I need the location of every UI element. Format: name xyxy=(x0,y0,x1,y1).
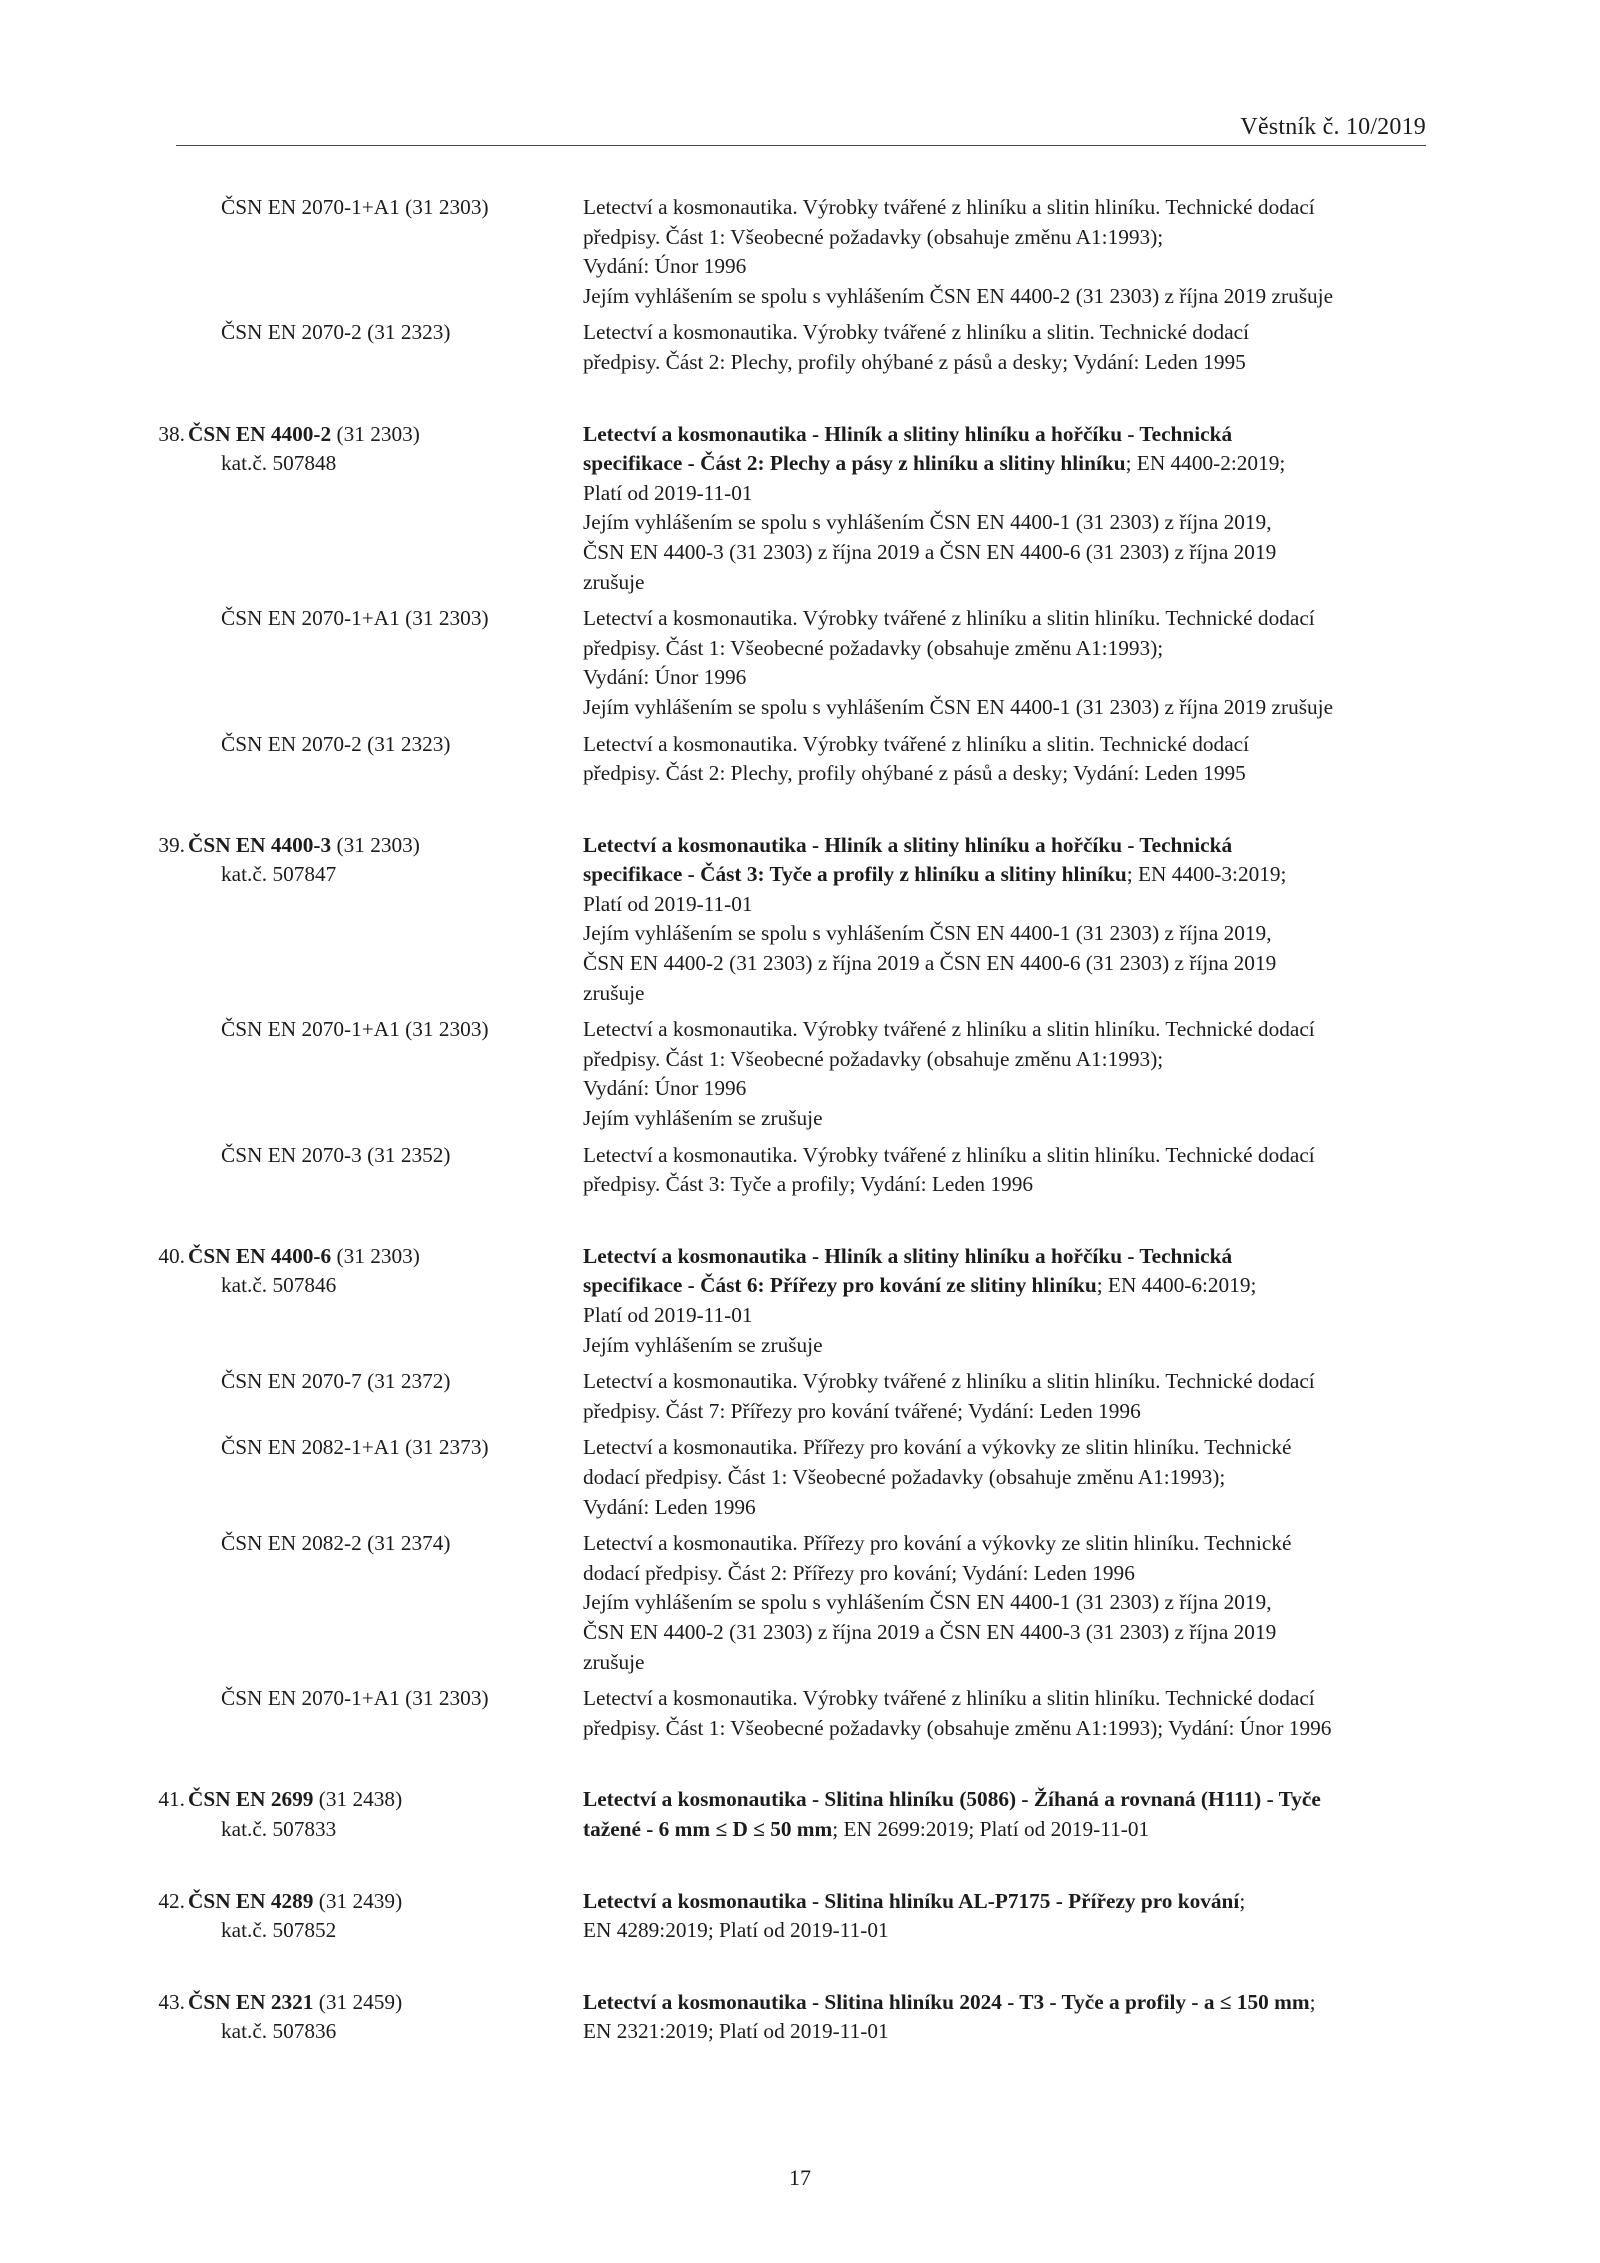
description-line: Letectví a kosmonautika. Výrobky tvářené z hliníku a slitin. Technické dodací xyxy=(583,320,1250,345)
standard-title: specifikace - Část 3: Tyče a profily z hliníku a slitiny hliníku xyxy=(583,862,1127,887)
withdrawn-code-text: ČSN EN 2070-1+A1 (31 2303) xyxy=(221,606,489,631)
standard-code: ČSN EN 4400-2 xyxy=(188,421,332,446)
description-line: Vydání: Únor 1996 xyxy=(583,1076,747,1101)
description-line: ČSN EN 4400-2 (31 2303) z října 2019 a ČSN EN 4400-3 (31 2303) z října 2019 xyxy=(583,1619,1277,1644)
standard-entry xyxy=(0,1785,1600,1844)
description-line: Jejím vyhlášením se zrušuje xyxy=(583,1332,823,1357)
description-line: Vydání: Únor 1996 xyxy=(583,254,747,279)
description-line: Letectví a kosmonautika. Výrobky tvářené z hliníku a slitin hliníku. Technické dodací xyxy=(583,1142,1315,1167)
description-line: Letectví a kosmonautika. Výrobky tvářené z hliníku a slitin hliníku. Technické dodací xyxy=(583,195,1315,219)
withdrawn-code-text: ČSN EN 2070-7 (31 2372) xyxy=(221,1369,451,1394)
withdrawn-code xyxy=(0,1433,583,1522)
entry-number: 42. xyxy=(158,1888,185,1913)
description-line: předpisy. Část 1: Všeobecné požadavky (obsahuje změnu A1:1993); xyxy=(583,1046,1164,1071)
description-line: předpisy. Část 1: Všeobecné požadavky (obsahuje změnu A1:1993); xyxy=(583,635,1164,660)
withdrawn-standard xyxy=(0,1684,1600,1743)
withdrawn-standard xyxy=(0,318,1600,377)
description-line: Jejím vyhlášením se spolu s vyhlášením ČSN EN 4400-2 (31 2303) z října 2019 zrušuje xyxy=(583,283,1334,308)
withdrawn-description xyxy=(583,604,1443,722)
standard-header xyxy=(0,1242,1600,1360)
description-line: Letectví a kosmonautika. Výrobky tvářené z hliníku a slitin. Technické dodací xyxy=(583,731,1250,756)
standard-title: specifikace - Část 2: Plechy a pásy z hliníku a slitiny hliníku xyxy=(583,451,1126,476)
description-line: Platí od 2019-11-01 xyxy=(583,1303,753,1327)
standard-id xyxy=(0,420,583,598)
standard-code: ČSN EN 4400-3 xyxy=(188,832,332,857)
catalog-number: kat.č. 507846 xyxy=(221,1273,337,1298)
description-line: Letectví a kosmonautika. Výrobky tvářené z hliníku a slitin hliníku. Technické dodací xyxy=(583,1686,1315,1711)
standard-description xyxy=(583,1988,1443,2047)
entry-number: 41. xyxy=(158,1787,185,1812)
standard-header xyxy=(0,1887,1600,1946)
standard-title: Letectví a kosmonautika - Slitina hliníku 2024 - T3 - Tyče a profily - a ≤ 150 mm xyxy=(583,1989,1310,2014)
withdrawn-standard xyxy=(0,193,1600,311)
standard-title-line xyxy=(583,1988,1443,2018)
classification-code: (31 2303) xyxy=(331,832,420,857)
withdrawn-description xyxy=(583,1433,1443,1522)
classification-code: (31 2303) xyxy=(331,421,420,446)
withdrawn-description xyxy=(583,1367,1443,1426)
standard-header xyxy=(0,831,1600,1009)
standard-title: tažené - 6 mm ≤ D ≤ 50 mm xyxy=(583,1816,833,1841)
catalog-number: kat.č. 507836 xyxy=(221,2019,337,2044)
withdrawn-code xyxy=(0,1529,583,1677)
description-line: předpisy. Část 1: Všeobecné požadavky (obsahuje změnu A1:1993); Vydání: Únor 1996 xyxy=(583,1715,1332,1740)
withdrawn-description xyxy=(583,1015,1443,1133)
standard-title: Letectví a kosmonautika - Hliník a slitiny hliníku a hořčíku - Technická xyxy=(583,1243,1233,1268)
description-line: Letectví a kosmonautika. Výrobky tvářené z hliníku a slitin hliníku. Technické dodací xyxy=(583,606,1315,631)
description-line: předpisy. Část 3: Tyče a profily; Vydání: Leden 1996 xyxy=(583,1172,1033,1197)
entry-number: 40. xyxy=(158,1243,185,1268)
description-line: zrušuje xyxy=(583,980,645,1005)
classification-code: (31 2303) xyxy=(331,1243,420,1268)
entry-number: 38. xyxy=(158,421,185,446)
withdrawn-standard xyxy=(0,1141,1600,1200)
standard-entry xyxy=(0,420,1600,789)
standard-id xyxy=(0,1242,583,1360)
withdrawn-code-text: ČSN EN 2070-1+A1 (31 2303) xyxy=(221,195,489,219)
standard-title: Letectví a kosmonautika - Slitina hliníku AL-P7175 - Přířezy pro kování xyxy=(583,1888,1240,1913)
withdrawn-standard xyxy=(0,1015,1600,1133)
standard-code-line xyxy=(0,831,583,861)
standard-title-line xyxy=(583,860,1443,890)
standard-code: ČSN EN 2321 xyxy=(188,1989,314,2014)
entry-number: 43. xyxy=(158,1989,185,2014)
description-line: EN 2321:2019; Platí od 2019-11-01 xyxy=(583,2019,889,2044)
withdrawn-code-text: ČSN EN 2070-3 (31 2352) xyxy=(221,1142,451,1167)
description-line: Letectví a kosmonautika. Výrobky tvářené z hliníku a slitin hliníku. Technické dodací xyxy=(583,1369,1315,1394)
description-line: zrušuje xyxy=(583,1649,645,1674)
withdrawn-standard xyxy=(0,1367,1600,1426)
standard-ref: ; xyxy=(1309,1989,1316,2014)
bulletin-title: Věstník č. 10/2019 xyxy=(1240,114,1426,140)
standard-description xyxy=(583,1785,1443,1844)
standard-description xyxy=(583,1242,1443,1360)
withdrawn-code xyxy=(0,730,583,789)
withdrawn-code-text: ČSN EN 2082-1+A1 (31 2373) xyxy=(221,1435,489,1460)
withdrawn-standard xyxy=(0,604,1600,722)
standard-title: Letectví a kosmonautika - Slitina hliníku (5086) - Žíhaná a rovnaná (H111) - Tyče xyxy=(583,1787,1321,1812)
withdrawn-standard xyxy=(0,1529,1600,1677)
standard-code: ČSN EN 4400-6 xyxy=(188,1243,332,1268)
standard-description xyxy=(583,1887,1443,1946)
catalog-number: kat.č. 507833 xyxy=(221,1816,337,1841)
withdrawn-code-text: ČSN EN 2082-2 (31 2374) xyxy=(221,1531,451,1556)
standard-code-line xyxy=(0,1988,583,2018)
standard-header xyxy=(0,420,1600,598)
standard-ref: ; EN 4400-2:2019; xyxy=(1125,451,1286,476)
standard-title-line xyxy=(583,1785,1443,1815)
continued-entry xyxy=(0,193,1600,378)
page-number: 17 xyxy=(789,2165,811,2190)
withdrawn-standard xyxy=(0,730,1600,789)
withdrawn-description xyxy=(583,318,1443,377)
withdrawn-code xyxy=(0,1684,583,1743)
standard-title: specifikace - Část 6: Přířezy pro kování ze slitiny hliníku xyxy=(583,1273,1097,1298)
standard-entry xyxy=(0,1988,1600,2047)
withdrawn-description xyxy=(583,1529,1443,1677)
withdrawn-description xyxy=(583,730,1443,789)
withdrawn-code xyxy=(0,1015,583,1133)
standard-ref: ; EN 2699:2019; Platí od 2019-11-01 xyxy=(832,1816,1150,1841)
standard-header xyxy=(0,1988,1600,2047)
description-line: Vydání: Leden 1996 xyxy=(583,1494,756,1519)
description-line: ČSN EN 4400-3 (31 2303) z října 2019 a ČSN EN 4400-6 (31 2303) z října 2019 xyxy=(583,539,1277,564)
standard-title-line xyxy=(583,831,1443,861)
withdrawn-standard xyxy=(0,1433,1600,1522)
standard-title-line xyxy=(583,1815,1443,1845)
standard-ref: ; xyxy=(1239,1888,1246,1913)
description-line: dodací předpisy. Část 1: Všeobecné požadavky (obsahuje změnu A1:1993); xyxy=(583,1464,1226,1489)
description-line: Jejím vyhlášením se zrušuje xyxy=(583,1106,823,1131)
withdrawn-description xyxy=(583,1141,1443,1200)
standard-code-line xyxy=(0,1242,583,1272)
standard-code-line xyxy=(0,1887,583,1917)
standard-id xyxy=(0,1785,583,1844)
classification-code: (31 2439) xyxy=(313,1888,403,1913)
catalog-number: kat.č. 507848 xyxy=(221,451,337,476)
withdrawn-code xyxy=(0,604,583,722)
standard-title-line xyxy=(583,1271,1443,1301)
standard-header xyxy=(0,1785,1600,1844)
withdrawn-code-text: ČSN EN 2070-1+A1 (31 2303) xyxy=(221,1017,489,1042)
standard-title-line xyxy=(583,1887,1443,1917)
standard-entry xyxy=(0,831,1600,1200)
entry-number: 39. xyxy=(158,832,185,857)
description-line: Vydání: Únor 1996 xyxy=(583,665,747,690)
withdrawn-code xyxy=(0,193,583,311)
standard-entry xyxy=(0,1887,1600,1946)
description-line: Platí od 2019-11-01 xyxy=(583,891,753,916)
description-line: Jejím vyhlášením se spolu s vyhlášením ČSN EN 4400-1 (31 2303) z října 2019, xyxy=(583,921,1272,946)
standard-ref: ; EN 4400-6:2019; xyxy=(1096,1273,1257,1298)
standard-ref: ; EN 4400-3:2019; xyxy=(1126,862,1287,887)
description-line: Letectví a kosmonautika. Výrobky tvářené z hliníku a slitin hliníku. Technické dodací xyxy=(583,1017,1315,1042)
description-line: Jejím vyhlášením se spolu s vyhlášením ČSN EN 4400-1 (31 2303) z října 2019 zrušuje xyxy=(583,694,1334,719)
catalog-number: kat.č. 507852 xyxy=(221,1918,337,1943)
standard-code-line xyxy=(0,420,583,450)
description-line: Letectví a kosmonautika. Přířezy pro kování a výkovky ze slitin hliníku. Technické xyxy=(583,1435,1292,1460)
withdrawn-code xyxy=(0,1367,583,1426)
description-line: dodací předpisy. Část 2: Přířezy pro kování; Vydání: Leden 1996 xyxy=(583,1560,1135,1585)
standard-id xyxy=(0,831,583,1009)
classification-code: (31 2438) xyxy=(313,1787,403,1812)
withdrawn-description xyxy=(583,1684,1443,1743)
standard-id xyxy=(0,1887,583,1946)
standard-code: ČSN EN 2699 xyxy=(188,1787,314,1812)
withdrawn-code-text: ČSN EN 2070-1+A1 (31 2303) xyxy=(221,1686,489,1711)
standard-entry xyxy=(0,1242,1600,1744)
withdrawn-code-text: ČSN EN 2070-2 (31 2323) xyxy=(221,320,451,345)
catalog-number: kat.č. 507847 xyxy=(221,862,337,887)
standard-code-line xyxy=(0,1785,583,1815)
standard-title-line xyxy=(583,449,1443,479)
withdrawn-code-text: ČSN EN 2070-2 (31 2323) xyxy=(221,731,451,756)
standard-title-line xyxy=(583,1242,1443,1272)
description-line: Jejím vyhlášením se spolu s vyhlášením ČSN EN 4400-1 (31 2303) z října 2019, xyxy=(583,1590,1272,1615)
description-line: EN 4289:2019; Platí od 2019-11-01 xyxy=(583,1918,889,1943)
standard-description xyxy=(583,831,1443,1009)
description-line: ČSN EN 4400-2 (31 2303) z října 2019 a ČSN EN 4400-6 (31 2303) z října 2019 xyxy=(583,951,1277,976)
standard-description xyxy=(583,420,1443,598)
classification-code: (31 2459) xyxy=(313,1989,403,2014)
standards-list xyxy=(0,193,1600,2047)
withdrawn-code xyxy=(0,318,583,377)
description-line: Jejím vyhlášením se spolu s vyhlášením ČSN EN 4400-1 (31 2303) z října 2019, xyxy=(583,510,1272,535)
description-line: zrušuje xyxy=(583,569,645,594)
withdrawn-description xyxy=(583,193,1443,311)
description-line: Letectví a kosmonautika. Přířezy pro kování a výkovky ze slitin hliníku. Technické xyxy=(583,1531,1292,1556)
withdrawn-code xyxy=(0,1141,583,1200)
standard-code: ČSN EN 4289 xyxy=(188,1888,314,1913)
header-rule xyxy=(176,145,1426,146)
description-line: Platí od 2019-11-01 xyxy=(583,480,753,505)
standard-title-line xyxy=(583,420,1443,450)
description-line: předpisy. Část 2: Plechy, profily ohýbané z pásů a desky; Vydání: Leden 1995 xyxy=(583,349,1246,374)
standard-id xyxy=(0,1988,583,2047)
description-line: předpisy. Část 2: Plechy, profily ohýbané z pásů a desky; Vydání: Leden 1995 xyxy=(583,761,1246,786)
description-line: předpisy. Část 7: Přířezy pro kování tvářené; Vydání: Leden 1996 xyxy=(583,1398,1141,1423)
standard-title: Letectví a kosmonautika - Hliník a slitiny hliníku a hořčíku - Technická xyxy=(583,832,1233,857)
standard-title: Letectví a kosmonautika - Hliník a slitiny hliníku a hořčíku - Technická xyxy=(583,421,1233,446)
description-line: předpisy. Část 1: Všeobecné požadavky (obsahuje změnu A1:1993); xyxy=(583,224,1164,249)
